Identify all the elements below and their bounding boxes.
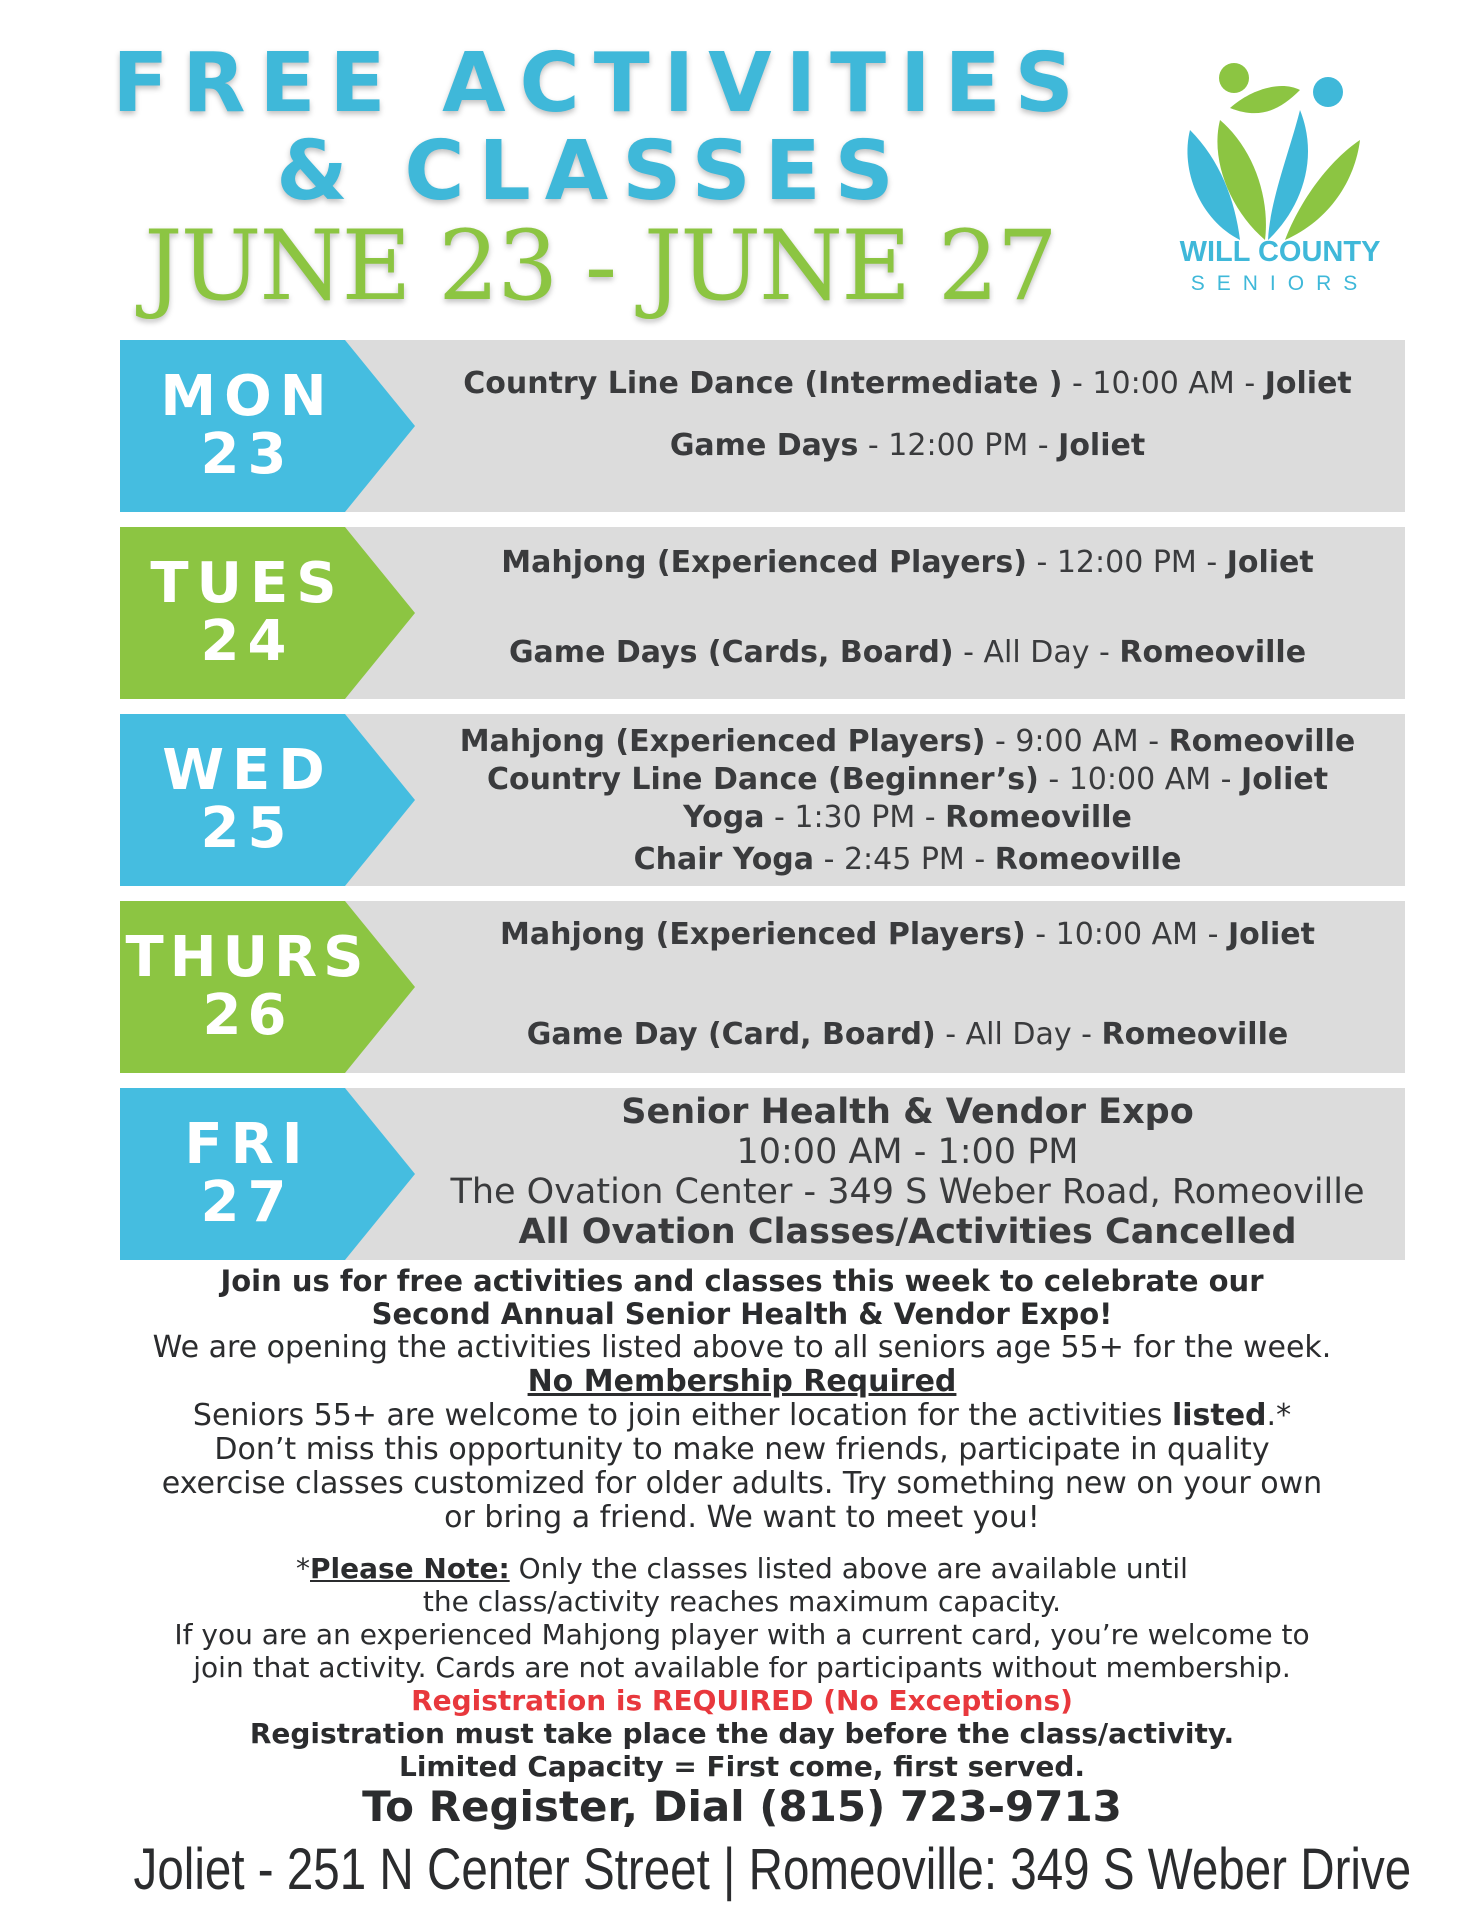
no-membership-required: No Membership Required [527, 1364, 957, 1399]
event-item: Game Days (Cards, Board) - All Day - Romeoville [508, 635, 1307, 670]
event-item: Country Line Dance (Beginner’s) - 10:00 AM - Joliet [486, 762, 1329, 797]
event-item: Mahjong (Experienced Players) - 9:00 AM - Romeoville [459, 724, 1356, 759]
schedule-row-mon [120, 340, 1405, 512]
event-item: Game Days - 12:00 PM - Joliet [669, 428, 1146, 463]
expo-title: Senior Health & Vendor Expo [621, 1092, 1194, 1132]
dont-miss-line-3: or bring a friend. We want to meet you! [444, 1500, 1040, 1535]
day-tag [120, 714, 415, 886]
dont-miss-line-2: exercise classes customized for older adults. Try something new on your own [161, 1466, 1323, 1501]
day-tag [120, 340, 415, 512]
expo-cancellation: All Ovation Classes/Activities Cancelled [518, 1212, 1297, 1252]
logo-name-line-1: WILL COUNTY [1179, 236, 1381, 268]
event-item: Mahjong (Experienced Players) - 10:00 AM - Joliet [500, 917, 1315, 952]
please-note-line-4: join that activity. Cards are not available for participants without membership. [193, 1651, 1291, 1684]
event-item: Mahjong (Experienced Players) - 12:00 PM - Joliet [501, 545, 1314, 580]
day-name: TUES [150, 551, 345, 616]
opening-text: We are opening the activities listed above to all seniors age 55+ for the week. [152, 1330, 1332, 1365]
registration-required: Registration is REQUIRED (No Exceptions) [411, 1684, 1073, 1717]
day-date: 26 [202, 983, 293, 1048]
day-name: MON [160, 364, 335, 429]
day-name: THURS [125, 925, 370, 990]
day-date: 23 [200, 422, 295, 487]
register-phone: To Register, Dial (815) 723-9713 [362, 1782, 1122, 1831]
event-item: Chair Yoga - 2:45 PM - Romeoville [633, 842, 1182, 877]
day-tag [120, 901, 415, 1073]
event-item: Country Line Dance (Intermediate ) - 10:00 AM - Joliet [463, 366, 1352, 401]
schedule-row-wed [120, 714, 1405, 886]
day-name: WED [162, 738, 333, 803]
schedule-row-thurs [120, 901, 1405, 1073]
schedule-row-fri [120, 1088, 1405, 1260]
event-item: Yoga - 1:30 PM - Romeoville [683, 800, 1132, 835]
welcome-text: Seniors 55+ are welcome to join either location for the activities listed.* [192, 1398, 1292, 1433]
join-line-2: Second Annual Senior Health & Vendor Expo! [371, 1297, 1113, 1331]
registration-day-before: Registration must take place the day before the class/activity. [249, 1717, 1235, 1750]
day-date: 25 [200, 796, 295, 861]
day-tag [120, 1088, 415, 1260]
day-name: FRI [184, 1112, 311, 1177]
day-date: 27 [200, 1170, 295, 1235]
schedule-row-tues [120, 527, 1405, 699]
day-date: 24 [200, 609, 295, 674]
date-range-headline: JUNE 23 - JUNE 27 [144, 210, 1056, 322]
please-note-line-2: the class/activity reaches maximum capacity. [422, 1585, 1062, 1618]
event-item: Game Day (Card, Board) - All Day - Romeoville [526, 1017, 1289, 1052]
join-line-1: Join us for free activities and classes this week to celebrate our [220, 1264, 1264, 1298]
people-leaf-logo-icon [1150, 50, 1410, 310]
please-note-line-3: If you are an experienced Mahjong player with a current card, you’re welcome to [174, 1618, 1310, 1651]
limited-capacity: Limited Capacity = First come, first served. [398, 1750, 1085, 1783]
location-addresses: Joliet - 251 N Center Street | Romeoville: 349 S Weber Drive [133, 1837, 1412, 1902]
please-note-line-1: *Please Note: Only the classes listed above are available until [296, 1552, 1188, 1585]
expo-time: 10:00 AM - 1:00 PM [736, 1132, 1079, 1172]
logo-name-line-2: SENIORS [1190, 272, 1370, 295]
dont-miss-line-1: Don’t miss this opportunity to make new friends, participate in quality [214, 1432, 1270, 1467]
headline-line-2: & CLASSES [276, 124, 908, 219]
day-tag [120, 527, 415, 699]
expo-location: The Ovation Center - 349 S Weber Road, Romeoville [450, 1172, 1365, 1212]
headline-line-1: FREE ACTIVITIES [112, 36, 1088, 131]
